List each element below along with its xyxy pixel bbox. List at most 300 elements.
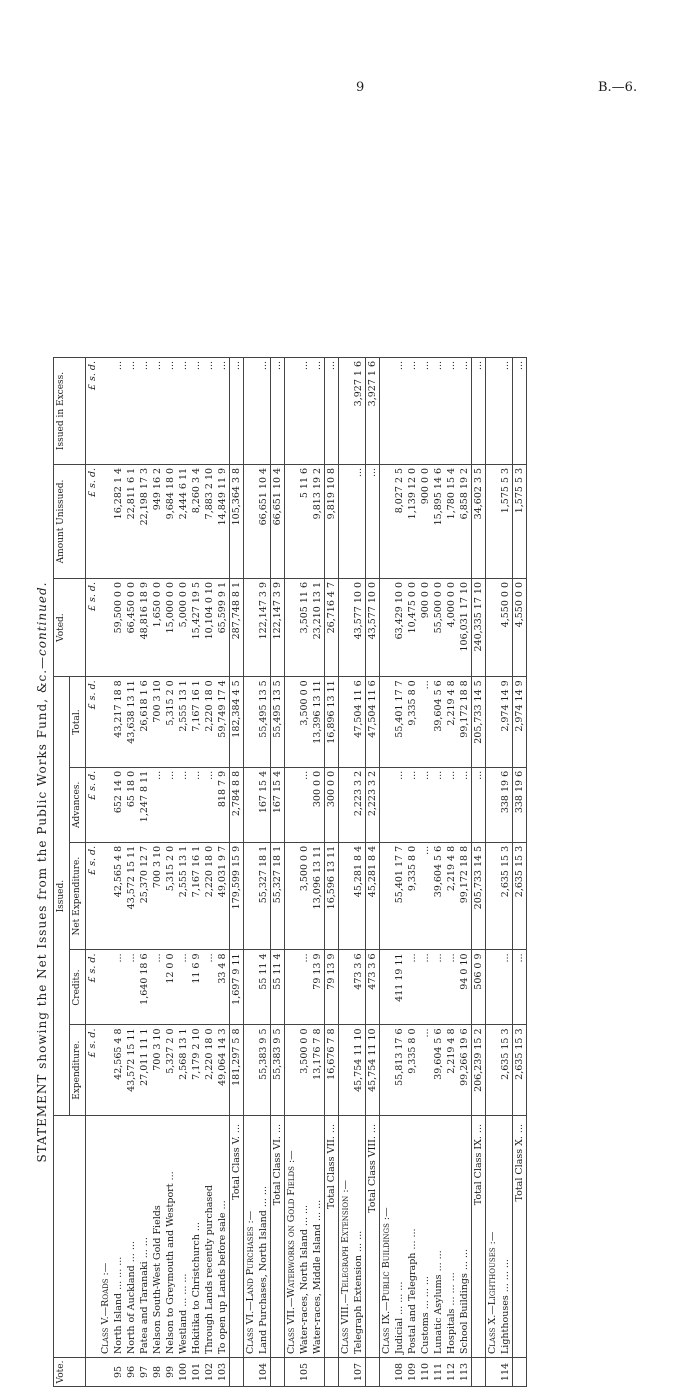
cell-unis: 9,819 10 8 (325, 464, 339, 578)
item-label: Hospitals ... ... ... (445, 1116, 458, 1358)
cell-unis: 1,780 15 4 (445, 464, 458, 578)
cell-unis: ... (352, 464, 366, 578)
vote-number: 95 (112, 1358, 125, 1387)
item-label: Water-races, North Island ... ... (298, 1116, 311, 1358)
cell-exp: 700 3 10 (151, 1025, 164, 1116)
unit-label: £ s. d. (86, 842, 100, 950)
cell-cr: 79 13 9 (325, 950, 339, 1025)
table-row (125, 358, 138, 1387)
unit-label: £ s. d. (86, 950, 100, 1025)
cell-unis: 8,027 2 5 (393, 464, 406, 578)
cell-tot: 205,733 14 5 (472, 677, 486, 768)
class-heading-row (244, 358, 258, 1387)
cell-exc: ... (406, 358, 419, 465)
cell-unis: 22,811 6 1 (125, 464, 138, 578)
cell-exp: 2,220 18 0 (203, 1025, 216, 1116)
cell-tot: 5,315 2 0 (164, 677, 177, 768)
vote-number: 110 (419, 1358, 432, 1387)
cell-unis: 5 11 6 (298, 464, 311, 578)
cell-voted: 43,577 10 0 (366, 578, 380, 676)
cell-cr (339, 950, 353, 1025)
cell-cr: 473 3 6 (352, 950, 366, 1025)
table-row (164, 358, 177, 1387)
header-issued-in-excess: Issued in Excess. (54, 358, 86, 465)
cell-net: 5,315 2 0 (164, 842, 177, 950)
cell-unis: 7,883 2 10 (203, 464, 216, 578)
cell-net: 2,219 4 8 (445, 842, 458, 950)
total-row (230, 358, 244, 1387)
vote-number: 109 (406, 1358, 419, 1387)
cell-adv: ... (190, 767, 203, 842)
cell-tot (486, 677, 500, 768)
cell-voted: 106,031 17 10 (458, 578, 472, 676)
cell-voted: 240,335 17 10 (472, 578, 486, 676)
cell-tot: 3,500 0 0 (298, 677, 311, 768)
cell-cr: 473 3 6 (366, 950, 380, 1025)
cell-exp: 181,297 5 8 (230, 1025, 244, 1116)
cell-net: 2,555 13 1 (177, 842, 190, 950)
vote-number: 104 (257, 1358, 271, 1387)
cell-cr: 55 11 4 (271, 950, 285, 1025)
cell-voted: 15,000 0 0 (164, 578, 177, 676)
cell-unis: 900 0 0 (419, 464, 432, 578)
document-code: B.—6. (598, 80, 638, 95)
cell-cr: ... (499, 950, 513, 1025)
item-label: Westland ... ... ... (177, 1116, 190, 1358)
cell-voted: 59,500 0 0 (112, 578, 125, 676)
cell-net: 39,604 5 6 (432, 842, 445, 950)
cell-cr: 506 0 9 (472, 950, 486, 1025)
cell-exp: ... (419, 1025, 432, 1116)
item-label: Total Class V. ... (230, 1116, 244, 1358)
cell-exc: ... (112, 358, 125, 465)
cell-net: 7,167 16 1 (190, 842, 203, 950)
item-label: Nelson to Greymouth and Westport ... (164, 1116, 177, 1358)
cell-cr: ... (177, 950, 190, 1025)
item-label: Lighthouses ... ... ... (499, 1116, 513, 1358)
cell-voted (339, 578, 353, 676)
vote-number: 99 (164, 1358, 177, 1387)
cell-net: 205,733 14 5 (472, 842, 486, 950)
vote-number (244, 1358, 258, 1387)
cell-net (99, 842, 112, 950)
cell-voted: 1,650 0 0 (151, 578, 164, 676)
table-row (257, 358, 271, 1387)
cell-exc: ... (311, 358, 325, 465)
header-issued: Issued. (54, 677, 70, 1116)
cell-adv: ... (177, 767, 190, 842)
class-heading-row (285, 358, 299, 1387)
class-heading-row (380, 358, 394, 1387)
cell-voted: 26,716 4 7 (325, 578, 339, 676)
cell-cr: 33 4 8 (216, 950, 230, 1025)
cell-voted: 5,000 0 0 (177, 578, 190, 676)
table-row (393, 358, 406, 1387)
cell-adv (244, 767, 258, 842)
cell-exp (380, 1025, 394, 1116)
cell-voted: 10,475 0 0 (406, 578, 419, 676)
table-row (445, 358, 458, 1387)
cell-unis (285, 464, 299, 578)
cell-net: 49,031 9 7 (216, 842, 230, 950)
cell-cr: ... (298, 950, 311, 1025)
cell-net: 9,335 8 0 (406, 842, 419, 950)
cell-exc (486, 358, 500, 465)
cell-exp: 2,635 15 3 (499, 1025, 513, 1116)
vote-number: 103 (216, 1358, 230, 1387)
item-label: Total Class IX. ... (472, 1116, 486, 1358)
header-net-expenditure: Net Expenditure. (70, 842, 86, 950)
cell-net: 45,281 8 4 (352, 842, 366, 950)
cell-adv: 652 14 0 (112, 767, 125, 842)
total-row (513, 358, 527, 1387)
class-heading: Class VIII.—Telegraph Extension :— (339, 1116, 353, 1358)
vote-number (339, 1358, 353, 1387)
cell-exp (99, 1025, 112, 1116)
cell-exc: ... (325, 358, 339, 465)
total-row (366, 358, 380, 1387)
class-heading: Class IX.—Public Buildings :— (380, 1116, 394, 1358)
cell-voted: 122,147 3 9 (257, 578, 271, 676)
table-row (151, 358, 164, 1387)
cell-adv: 1,247 8 11 (138, 767, 151, 842)
cell-adv: ... (203, 767, 216, 842)
cell-voted: 43,577 10 0 (352, 578, 366, 676)
cell-net: 2,635 15 3 (513, 842, 527, 950)
cell-exc: 3,927 1 6 (366, 358, 380, 465)
table-row (311, 358, 325, 1387)
cell-net: 700 3 10 (151, 842, 164, 950)
vote-number: 108 (393, 1358, 406, 1387)
cell-tot: 13,396 13 11 (311, 677, 325, 768)
cell-net: 2,635 15 3 (499, 842, 513, 950)
cell-adv: 818 7 9 (216, 767, 230, 842)
cell-exc: ... (472, 358, 486, 465)
unit-label: £ s. d. (86, 464, 100, 578)
cell-cr: 79 13 9 (311, 950, 325, 1025)
cell-cr: ... (151, 950, 164, 1025)
cell-tot: ... (419, 677, 432, 768)
class-heading-row (486, 358, 500, 1387)
cell-adv: ... (419, 767, 432, 842)
cell-cr (244, 950, 258, 1025)
vote-number (271, 1358, 285, 1387)
cell-exp: 99,266 19 6 (458, 1025, 472, 1116)
vote-number: 97 (138, 1358, 151, 1387)
cell-exc: ... (513, 358, 527, 465)
cell-voted: 3,505 11 6 (298, 578, 311, 676)
cell-exp: 39,604 5 6 (432, 1025, 445, 1116)
vote-number (486, 1358, 500, 1387)
cell-tot: 16,896 13 11 (325, 677, 339, 768)
vote-number: 114 (499, 1358, 513, 1387)
cell-exc: ... (177, 358, 190, 465)
cell-cr: ... (419, 950, 432, 1025)
cell-cr: 11 6 9 (190, 950, 203, 1025)
item-label: Hokitika to Christchurch ... (190, 1116, 203, 1358)
cell-exp: 45,754 11 10 (366, 1025, 380, 1116)
cell-net: 43,572 15 11 (125, 842, 138, 950)
unit-label: £ s. d. (86, 358, 100, 465)
cell-cr (285, 950, 299, 1025)
item-label: Total Class VII. ... (325, 1116, 339, 1358)
cell-cr: ... (513, 950, 527, 1025)
vote-number: 105 (298, 1358, 311, 1387)
cell-voted (380, 578, 394, 676)
cell-voted: 10,104 0 10 (203, 578, 216, 676)
header-item (54, 1116, 86, 1358)
cell-unis: 1,575 5 3 (513, 464, 527, 578)
cell-unis: 1,139 12 0 (406, 464, 419, 578)
vote-number: 98 (151, 1358, 164, 1387)
cell-adv: 167 15 4 (271, 767, 285, 842)
cell-cr (380, 950, 394, 1025)
table-row (406, 358, 419, 1387)
page-number: 9 (356, 80, 365, 95)
cell-unis: 1,575 5 3 (499, 464, 513, 578)
unit-label: £ s. d. (86, 767, 100, 842)
item-label: Patea and Taranaki ... ... (138, 1116, 151, 1358)
cell-exp (244, 1025, 258, 1116)
cell-voted: 63,429 10 0 (393, 578, 406, 676)
cell-exp (339, 1025, 353, 1116)
cell-tot: 182,384 4 5 (230, 677, 244, 768)
vote-number: 101 (190, 1358, 203, 1387)
item-label: Total Class VI. ... (271, 1116, 285, 1358)
cell-cr: 411 19 11 (393, 950, 406, 1025)
vote-number: 113 (458, 1358, 472, 1387)
cell-adv (285, 767, 299, 842)
item-label: Total Class X. ... (513, 1116, 527, 1358)
cell-exc: ... (216, 358, 230, 465)
cell-unis: 8,260 3 4 (190, 464, 203, 578)
item-label: Postal and Telegraph ... ... (406, 1116, 419, 1358)
cell-net (339, 842, 353, 950)
cell-unis: ... (366, 464, 380, 578)
cell-voted: 4,550 0 0 (499, 578, 513, 676)
cell-exc: ... (203, 358, 216, 465)
cell-exc: ... (151, 358, 164, 465)
total-row (325, 358, 339, 1387)
item-label: Nelson South-West Gold Fields (151, 1116, 164, 1358)
cell-cr: ... (432, 950, 445, 1025)
cell-voted (486, 578, 500, 676)
cell-exc: ... (499, 358, 513, 465)
cell-tot: 26,618 1 6 (138, 677, 151, 768)
table-row (203, 358, 216, 1387)
title-suffix: continued. (35, 581, 49, 656)
cell-net: ... (419, 842, 432, 950)
cell-net (380, 842, 394, 950)
cell-voted: 65,599 9 1 (216, 578, 230, 676)
cell-unis (486, 464, 500, 578)
cell-exc: ... (164, 358, 177, 465)
cell-exp: 2,635 15 3 (513, 1025, 527, 1116)
unit-blank (86, 1116, 100, 1358)
cell-adv (486, 767, 500, 842)
cell-adv: ... (298, 767, 311, 842)
cell-tot: 2,974 14 9 (499, 677, 513, 768)
cell-exc: ... (190, 358, 203, 465)
cell-exc: ... (445, 358, 458, 465)
cell-exc (285, 358, 299, 465)
cell-tot: 55,401 17 7 (393, 677, 406, 768)
cell-tot: 7,167 16 1 (190, 677, 203, 768)
cell-unis (380, 464, 394, 578)
cell-exp: 45,754 11 10 (352, 1025, 366, 1116)
cell-net (244, 842, 258, 950)
cell-voted (244, 578, 258, 676)
cell-cr: 12 0 0 (164, 950, 177, 1025)
cell-unis: 2,444 6 11 (177, 464, 190, 578)
cell-adv: ... (393, 767, 406, 842)
cell-voted: 4,000 0 0 (445, 578, 458, 676)
cell-tot: 2,555 13 1 (177, 677, 190, 768)
vote-number: 111 (432, 1358, 445, 1387)
table-row (216, 358, 230, 1387)
cell-tot: 700 3 10 (151, 677, 164, 768)
cell-tot (244, 677, 258, 768)
cell-cr: ... (203, 950, 216, 1025)
cell-voted (285, 578, 299, 676)
cell-adv: 338 19 6 (499, 767, 513, 842)
rotated-statement (0, 357, 535, 1387)
cell-tot: 55,495 13 5 (271, 677, 285, 768)
cell-unis: 66,651 10 4 (257, 464, 271, 578)
cell-adv: 300 0 0 (311, 767, 325, 842)
cell-tot: 47,504 11 6 (366, 677, 380, 768)
item-label: Telegraph Extension ... ... (352, 1116, 366, 1358)
cell-tot: 55,495 13 5 (257, 677, 271, 768)
cell-tot (99, 677, 112, 768)
cell-net: 99,172 18 8 (458, 842, 472, 950)
table-body (99, 358, 527, 1387)
cell-cr: ... (445, 950, 458, 1025)
cell-cr: 1,640 18 6 (138, 950, 151, 1025)
cell-exc: ... (257, 358, 271, 465)
class-heading: Class VII.—Waterworks on Gold Fields :— (285, 1116, 299, 1358)
table-row (190, 358, 203, 1387)
cell-adv: ... (406, 767, 419, 842)
cell-adv: 167 15 4 (257, 767, 271, 842)
cell-adv: 2,223 3 2 (352, 767, 366, 842)
cell-tot: 2,219 4 8 (445, 677, 458, 768)
header-credits: Credits. (70, 950, 86, 1025)
cell-cr: 94 0 10 (458, 950, 472, 1025)
cell-tot: 43,638 13 11 (125, 677, 138, 768)
cell-exc: ... (458, 358, 472, 465)
statement-table (53, 357, 527, 1387)
cell-net: 3,500 0 0 (298, 842, 311, 950)
cell-adv: ... (458, 767, 472, 842)
unit-label: £ s. d. (86, 1025, 100, 1116)
cell-tot: 43,217 18 8 (112, 677, 125, 768)
table-row (177, 358, 190, 1387)
cell-exp: 16,676 7 8 (325, 1025, 339, 1116)
vote-number (366, 1358, 380, 1387)
cell-net (285, 842, 299, 950)
vote-number (285, 1358, 299, 1387)
cell-unis: 6,858 19 2 (458, 464, 472, 578)
cell-exp: 55,383 9 5 (257, 1025, 271, 1116)
unit-blank (86, 1358, 100, 1387)
class-heading: Class V.—Roads :— (99, 1116, 112, 1358)
cell-exc (380, 358, 394, 465)
cell-net: 25,370 12 7 (138, 842, 151, 950)
cell-tot: 99,172 18 8 (458, 677, 472, 768)
cell-exp: 2,568 13 1 (177, 1025, 190, 1116)
table-row (499, 358, 513, 1387)
cell-unis: 22,198 17 3 (138, 464, 151, 578)
cell-adv (99, 767, 112, 842)
cell-exp (486, 1025, 500, 1116)
cell-exc: ... (419, 358, 432, 465)
vote-number: 100 (177, 1358, 190, 1387)
cell-tot: 2,974 14 9 (513, 677, 527, 768)
vote-number (230, 1358, 244, 1387)
cell-net: 42,565 4 8 (112, 842, 125, 950)
table-row (352, 358, 366, 1387)
cell-exp: 42,565 4 8 (112, 1025, 125, 1116)
cell-cr (486, 950, 500, 1025)
cell-cr: 1,697 9 11 (230, 950, 244, 1025)
cell-exp: 206,239 15 2 (472, 1025, 486, 1116)
cell-exp: 9,335 8 0 (406, 1025, 419, 1116)
cell-unis: 34,602 3 5 (472, 464, 486, 578)
total-row (472, 358, 486, 1387)
cell-net: 16,596 13 11 (325, 842, 339, 950)
class-heading-row (339, 358, 353, 1387)
vote-number: 102 (203, 1358, 216, 1387)
table-row (298, 358, 311, 1387)
title-text: STATEMENT showing the Net Issues from the Public Works Fund, &c.— (35, 655, 49, 1163)
cell-adv: ... (164, 767, 177, 842)
header-voted: Voted. (54, 578, 86, 676)
cell-exc (99, 358, 112, 465)
item-label: Customs ... ... ... (419, 1116, 432, 1358)
cell-adv: 2,223 3 2 (366, 767, 380, 842)
item-label: Lunatic Asylums ... ... (432, 1116, 445, 1358)
total-row (271, 358, 285, 1387)
cell-cr: ... (125, 950, 138, 1025)
cell-adv: 2,784 8 8 (230, 767, 244, 842)
item-label: Land Purchases, North Island ... ... (257, 1116, 271, 1358)
cell-exp: 49,064 14 3 (216, 1025, 230, 1116)
cell-exc: ... (125, 358, 138, 465)
unit-label: £ s. d. (86, 578, 100, 676)
cell-cr (99, 950, 112, 1025)
cell-voted: 66,450 0 0 (125, 578, 138, 676)
cell-net: 55,401 17 7 (393, 842, 406, 950)
cell-cr: ... (406, 950, 419, 1025)
cell-exp: 55,383 9 5 (271, 1025, 285, 1116)
cell-net (486, 842, 500, 950)
cell-net: 2,220 18 0 (203, 842, 216, 950)
cell-unis: 105,364 3 8 (230, 464, 244, 578)
cell-unis: 15,895 14 6 (432, 464, 445, 578)
cell-unis: 14,849 11 9 (216, 464, 230, 578)
table-header (54, 358, 100, 1387)
vote-number: 107 (352, 1358, 366, 1387)
vote-number (325, 1358, 339, 1387)
cell-exp: 5,327 2 0 (164, 1025, 177, 1116)
cell-adv: ... (432, 767, 445, 842)
cell-voted: 4,550 0 0 (513, 578, 527, 676)
cell-exc: 3,927 1 6 (352, 358, 366, 465)
cell-unis (99, 464, 112, 578)
cell-tot: 39,604 5 6 (432, 677, 445, 768)
cell-adv (380, 767, 394, 842)
